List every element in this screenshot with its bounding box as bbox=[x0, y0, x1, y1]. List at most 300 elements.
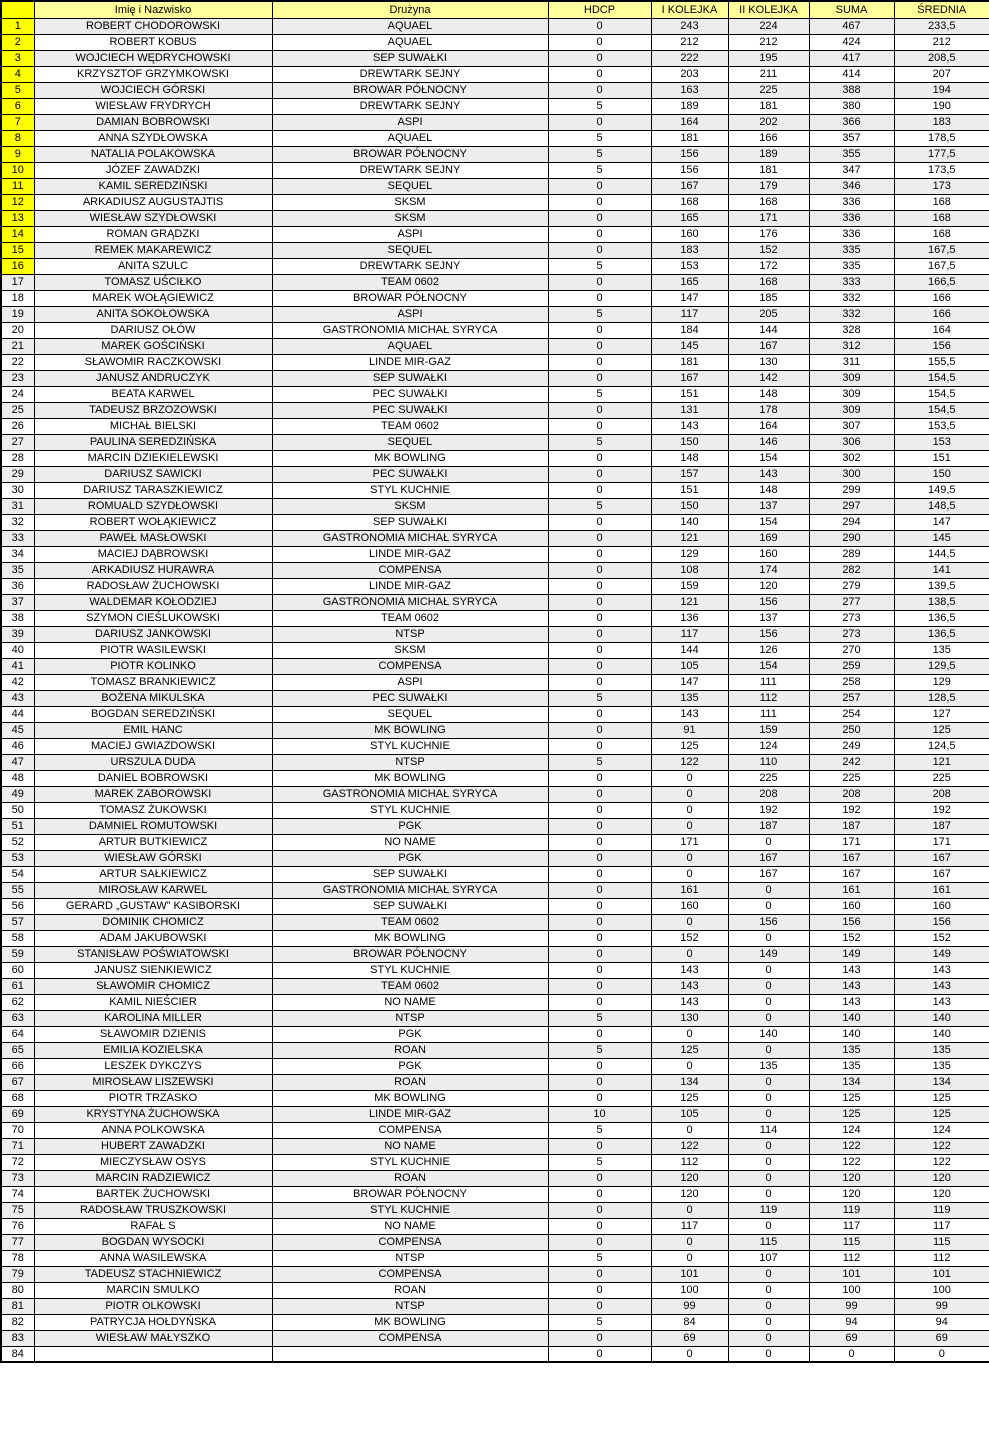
cell-round2[interactable]: 115 bbox=[728, 1234, 809, 1250]
cell-sum[interactable]: 309 bbox=[809, 402, 894, 418]
cell-round1[interactable]: 108 bbox=[651, 562, 728, 578]
cell-team[interactable]: NTSP bbox=[272, 1298, 548, 1314]
cell-round2[interactable]: 169 bbox=[728, 530, 809, 546]
cell-team[interactable]: ROAN bbox=[272, 1282, 548, 1298]
cell-round1[interactable]: 101 bbox=[651, 1266, 728, 1282]
cell-team[interactable]: ASPI bbox=[272, 114, 548, 130]
cell-rank[interactable]: 12 bbox=[1, 194, 34, 210]
cell-team[interactable]: NO NAME bbox=[272, 1138, 548, 1154]
cell-round1[interactable]: 164 bbox=[651, 114, 728, 130]
cell-rank[interactable]: 80 bbox=[1, 1282, 34, 1298]
cell-team[interactable]: STYL KUCHNIE bbox=[272, 482, 548, 498]
cell-avg[interactable]: 166 bbox=[894, 290, 989, 306]
cell-round2[interactable]: 140 bbox=[728, 1026, 809, 1042]
cell-rank[interactable]: 13 bbox=[1, 210, 34, 226]
cell-team[interactable]: SEP SUWAŁKI bbox=[272, 50, 548, 66]
cell-team[interactable]: SKSM bbox=[272, 194, 548, 210]
cell-sum[interactable]: 270 bbox=[809, 642, 894, 658]
cell-hdcp[interactable]: 0 bbox=[548, 978, 651, 994]
cell-rank[interactable]: 74 bbox=[1, 1186, 34, 1202]
cell-round1[interactable]: 100 bbox=[651, 1282, 728, 1298]
cell-round2[interactable]: 0 bbox=[728, 898, 809, 914]
cell-round2[interactable]: 0 bbox=[728, 962, 809, 978]
cell-rank[interactable]: 34 bbox=[1, 546, 34, 562]
cell-team[interactable]: SEQUEL bbox=[272, 706, 548, 722]
cell-name[interactable]: PIOTR WASILEWSKI bbox=[34, 642, 272, 658]
cell-team[interactable]: ROAN bbox=[272, 1074, 548, 1090]
cell-sum[interactable]: 414 bbox=[809, 66, 894, 82]
cell-rank[interactable]: 44 bbox=[1, 706, 34, 722]
cell-team[interactable]: LINDE MIR-GAZ bbox=[272, 1106, 548, 1122]
cell-round1[interactable]: 243 bbox=[651, 18, 728, 34]
cell-avg[interactable]: 117 bbox=[894, 1218, 989, 1234]
cell-round1[interactable]: 143 bbox=[651, 418, 728, 434]
cell-round1[interactable]: 171 bbox=[651, 834, 728, 850]
cell-rank[interactable]: 73 bbox=[1, 1170, 34, 1186]
cell-sum[interactable]: 273 bbox=[809, 610, 894, 626]
cell-team[interactable]: NTSP bbox=[272, 1010, 548, 1026]
cell-hdcp[interactable]: 0 bbox=[548, 114, 651, 130]
cell-round2[interactable]: 154 bbox=[728, 450, 809, 466]
cell-sum[interactable]: 250 bbox=[809, 722, 894, 738]
cell-name[interactable]: MIROSŁAW LISZEWSKI bbox=[34, 1074, 272, 1090]
cell-sum[interactable]: 135 bbox=[809, 1042, 894, 1058]
col-header-round1[interactable]: I KOLEJKA bbox=[651, 1, 728, 18]
cell-sum[interactable]: 388 bbox=[809, 82, 894, 98]
cell-round2[interactable]: 0 bbox=[728, 930, 809, 946]
cell-avg[interactable]: 154,5 bbox=[894, 386, 989, 402]
cell-sum[interactable]: 112 bbox=[809, 1250, 894, 1266]
cell-hdcp[interactable]: 0 bbox=[548, 466, 651, 482]
cell-team[interactable]: AQUAEL bbox=[272, 18, 548, 34]
cell-sum[interactable]: 297 bbox=[809, 498, 894, 514]
cell-round1[interactable]: 143 bbox=[651, 994, 728, 1010]
cell-sum[interactable]: 336 bbox=[809, 194, 894, 210]
cell-team[interactable]: ASPI bbox=[272, 226, 548, 242]
cell-sum[interactable]: 242 bbox=[809, 754, 894, 770]
cell-hdcp[interactable]: 0 bbox=[548, 578, 651, 594]
cell-team[interactable]: AQUAEL bbox=[272, 34, 548, 50]
cell-name[interactable]: KAROLINA MILLER bbox=[34, 1010, 272, 1026]
cell-team[interactable]: GASTRONOMIA MICHAŁ SYRYCA bbox=[272, 322, 548, 338]
cell-name[interactable]: JANUSZ ANDRUCZYK bbox=[34, 370, 272, 386]
cell-round1[interactable]: 125 bbox=[651, 1042, 728, 1058]
cell-hdcp[interactable]: 0 bbox=[548, 930, 651, 946]
cell-rank[interactable]: 31 bbox=[1, 498, 34, 514]
cell-avg[interactable]: 153 bbox=[894, 434, 989, 450]
cell-avg[interactable]: 140 bbox=[894, 1026, 989, 1042]
cell-sum[interactable]: 332 bbox=[809, 306, 894, 322]
cell-sum[interactable]: 309 bbox=[809, 386, 894, 402]
cell-name[interactable]: DAMNIEL ROMUTOWSKI bbox=[34, 818, 272, 834]
cell-team[interactable]: ASPI bbox=[272, 306, 548, 322]
cell-rank[interactable]: 77 bbox=[1, 1234, 34, 1250]
cell-avg[interactable]: 153,5 bbox=[894, 418, 989, 434]
cell-rank[interactable]: 3 bbox=[1, 50, 34, 66]
cell-round1[interactable]: 184 bbox=[651, 322, 728, 338]
cell-round2[interactable]: 0 bbox=[728, 1154, 809, 1170]
cell-sum[interactable]: 328 bbox=[809, 322, 894, 338]
cell-avg[interactable]: 136,5 bbox=[894, 610, 989, 626]
cell-team[interactable]: SEQUEL bbox=[272, 434, 548, 450]
cell-name[interactable]: ROBERT WOŁĄKIEWICZ bbox=[34, 514, 272, 530]
cell-sum[interactable]: 282 bbox=[809, 562, 894, 578]
cell-sum[interactable]: 336 bbox=[809, 210, 894, 226]
cell-name[interactable]: BOGDAN SEREDZIŃSKI bbox=[34, 706, 272, 722]
cell-round2[interactable]: 148 bbox=[728, 482, 809, 498]
cell-hdcp[interactable]: 0 bbox=[548, 866, 651, 882]
cell-round1[interactable]: 69 bbox=[651, 1330, 728, 1346]
cell-rank[interactable]: 62 bbox=[1, 994, 34, 1010]
cell-name[interactable]: PATRYCJA HOŁDYŃSKA bbox=[34, 1314, 272, 1330]
cell-team[interactable]: NO NAME bbox=[272, 834, 548, 850]
cell-sum[interactable]: 259 bbox=[809, 658, 894, 674]
cell-name[interactable]: RAFAŁ S bbox=[34, 1218, 272, 1234]
cell-round2[interactable]: 224 bbox=[728, 18, 809, 34]
cell-name[interactable]: BARTEK ŻUCHOWSKI bbox=[34, 1186, 272, 1202]
cell-avg[interactable]: 160 bbox=[894, 898, 989, 914]
cell-round1[interactable]: 134 bbox=[651, 1074, 728, 1090]
cell-team[interactable]: SEP SUWAŁKI bbox=[272, 866, 548, 882]
cell-name[interactable]: DARIUSZ JANKOWSKI bbox=[34, 626, 272, 642]
cell-round2[interactable]: 189 bbox=[728, 146, 809, 162]
cell-avg[interactable]: 135 bbox=[894, 642, 989, 658]
cell-rank[interactable]: 7 bbox=[1, 114, 34, 130]
cell-round2[interactable]: 0 bbox=[728, 1090, 809, 1106]
cell-name[interactable]: KAMIL SEREDZIŃSKI bbox=[34, 178, 272, 194]
cell-round1[interactable]: 143 bbox=[651, 706, 728, 722]
cell-round1[interactable]: 156 bbox=[651, 146, 728, 162]
cell-hdcp[interactable]: 0 bbox=[548, 402, 651, 418]
cell-hdcp[interactable]: 0 bbox=[548, 594, 651, 610]
cell-sum[interactable]: 299 bbox=[809, 482, 894, 498]
cell-name[interactable]: LESZEK DYKCZYS bbox=[34, 1058, 272, 1074]
cell-avg[interactable]: 144,5 bbox=[894, 546, 989, 562]
cell-avg[interactable]: 171 bbox=[894, 834, 989, 850]
cell-name[interactable]: TOMASZ UŚCIŁKO bbox=[34, 274, 272, 290]
cell-round1[interactable]: 0 bbox=[651, 866, 728, 882]
cell-round2[interactable]: 156 bbox=[728, 594, 809, 610]
cell-hdcp[interactable]: 5 bbox=[548, 1250, 651, 1266]
cell-sum[interactable]: 332 bbox=[809, 290, 894, 306]
cell-sum[interactable]: 143 bbox=[809, 962, 894, 978]
cell-avg[interactable]: 129,5 bbox=[894, 658, 989, 674]
cell-name[interactable]: TADEUSZ STACHNIEWICZ bbox=[34, 1266, 272, 1282]
cell-hdcp[interactable]: 0 bbox=[548, 1346, 651, 1362]
cell-round2[interactable]: 143 bbox=[728, 466, 809, 482]
cell-team[interactable]: PEC SUWAŁKI bbox=[272, 386, 548, 402]
cell-hdcp[interactable]: 0 bbox=[548, 322, 651, 338]
cell-name[interactable]: MACIEJ DĄBROWSKI bbox=[34, 546, 272, 562]
cell-round1[interactable]: 157 bbox=[651, 466, 728, 482]
cell-avg[interactable]: 149,5 bbox=[894, 482, 989, 498]
col-header-rank[interactable] bbox=[1, 1, 34, 18]
cell-avg[interactable]: 121 bbox=[894, 754, 989, 770]
cell-round2[interactable]: 114 bbox=[728, 1122, 809, 1138]
cell-hdcp[interactable]: 0 bbox=[548, 530, 651, 546]
cell-hdcp[interactable]: 0 bbox=[548, 722, 651, 738]
cell-team[interactable]: PGK bbox=[272, 1058, 548, 1074]
cell-team[interactable]: MK BOWLING bbox=[272, 450, 548, 466]
cell-hdcp[interactable]: 0 bbox=[548, 1186, 651, 1202]
col-header-name[interactable]: Imię i Nazwisko bbox=[34, 1, 272, 18]
cell-round1[interactable]: 148 bbox=[651, 450, 728, 466]
cell-team[interactable]: STYL KUCHNIE bbox=[272, 1202, 548, 1218]
cell-rank[interactable]: 63 bbox=[1, 1010, 34, 1026]
cell-name[interactable]: RADOSŁAW ŻUCHOWSKI bbox=[34, 578, 272, 594]
cell-hdcp[interactable]: 0 bbox=[548, 1074, 651, 1090]
cell-round1[interactable]: 0 bbox=[651, 946, 728, 962]
cell-hdcp[interactable]: 0 bbox=[548, 1266, 651, 1282]
cell-hdcp[interactable]: 5 bbox=[548, 434, 651, 450]
cell-team[interactable]: SEQUEL bbox=[272, 242, 548, 258]
cell-name[interactable]: ANNA POLKOWSKA bbox=[34, 1122, 272, 1138]
cell-name[interactable]: DOMINIK CHOMICZ bbox=[34, 914, 272, 930]
cell-round2[interactable]: 171 bbox=[728, 210, 809, 226]
cell-rank[interactable]: 22 bbox=[1, 354, 34, 370]
cell-name[interactable]: BEATA KARWEL bbox=[34, 386, 272, 402]
cell-hdcp[interactable]: 5 bbox=[548, 130, 651, 146]
cell-name[interactable]: BOŻENA MIKULSKA bbox=[34, 690, 272, 706]
cell-name[interactable]: PAULINA SEREDZIŃSKA bbox=[34, 434, 272, 450]
cell-round2[interactable]: 167 bbox=[728, 866, 809, 882]
cell-round2[interactable]: 160 bbox=[728, 546, 809, 562]
cell-hdcp[interactable]: 0 bbox=[548, 994, 651, 1010]
cell-hdcp[interactable]: 0 bbox=[548, 274, 651, 290]
cell-hdcp[interactable]: 10 bbox=[548, 1106, 651, 1122]
cell-round2[interactable]: 0 bbox=[728, 1186, 809, 1202]
cell-name[interactable]: MAREK ZABOROWSKI bbox=[34, 786, 272, 802]
cell-name[interactable]: DAMIAN BOBROWSKI bbox=[34, 114, 272, 130]
cell-sum[interactable]: 335 bbox=[809, 258, 894, 274]
cell-rank[interactable]: 53 bbox=[1, 850, 34, 866]
cell-name[interactable]: MARCIN DZIEKIELEWSKI bbox=[34, 450, 272, 466]
cell-round1[interactable]: 189 bbox=[651, 98, 728, 114]
cell-avg[interactable]: 120 bbox=[894, 1186, 989, 1202]
cell-sum[interactable]: 254 bbox=[809, 706, 894, 722]
cell-round1[interactable]: 212 bbox=[651, 34, 728, 50]
cell-rank[interactable]: 33 bbox=[1, 530, 34, 546]
cell-sum[interactable]: 149 bbox=[809, 946, 894, 962]
cell-team[interactable]: PEC SUWAŁKI bbox=[272, 402, 548, 418]
cell-hdcp[interactable]: 5 bbox=[548, 754, 651, 770]
col-header-hdcp[interactable]: HDCP bbox=[548, 1, 651, 18]
cell-avg[interactable]: 143 bbox=[894, 978, 989, 994]
cell-sum[interactable]: 101 bbox=[809, 1266, 894, 1282]
cell-round2[interactable]: 179 bbox=[728, 178, 809, 194]
cell-rank[interactable]: 27 bbox=[1, 434, 34, 450]
cell-avg[interactable]: 166,5 bbox=[894, 274, 989, 290]
cell-team[interactable]: MK BOWLING bbox=[272, 1314, 548, 1330]
cell-sum[interactable]: 225 bbox=[809, 770, 894, 786]
cell-rank[interactable]: 58 bbox=[1, 930, 34, 946]
cell-hdcp[interactable]: 5 bbox=[548, 690, 651, 706]
cell-round2[interactable]: 167 bbox=[728, 850, 809, 866]
cell-rank[interactable]: 30 bbox=[1, 482, 34, 498]
cell-avg[interactable]: 167 bbox=[894, 866, 989, 882]
cell-name[interactable]: WOJCIECH GÓRSKI bbox=[34, 82, 272, 98]
cell-team[interactable]: TEAM 0602 bbox=[272, 418, 548, 434]
cell-hdcp[interactable]: 0 bbox=[548, 706, 651, 722]
cell-name[interactable]: ROMUALD SZYDŁOWSKI bbox=[34, 498, 272, 514]
cell-round2[interactable]: 178 bbox=[728, 402, 809, 418]
cell-avg[interactable]: 194 bbox=[894, 82, 989, 98]
cell-avg[interactable]: 208 bbox=[894, 786, 989, 802]
cell-avg[interactable]: 152 bbox=[894, 930, 989, 946]
col-header-round2[interactable]: II KOLEJKA bbox=[728, 1, 809, 18]
cell-sum[interactable]: 380 bbox=[809, 98, 894, 114]
cell-hdcp[interactable]: 5 bbox=[548, 98, 651, 114]
cell-round2[interactable]: 156 bbox=[728, 914, 809, 930]
cell-team[interactable]: COMPENSA bbox=[272, 1122, 548, 1138]
cell-rank[interactable]: 26 bbox=[1, 418, 34, 434]
cell-round2[interactable]: 208 bbox=[728, 786, 809, 802]
cell-team[interactable]: ROAN bbox=[272, 1042, 548, 1058]
cell-hdcp[interactable]: 0 bbox=[548, 370, 651, 386]
cell-round2[interactable]: 164 bbox=[728, 418, 809, 434]
cell-round1[interactable]: 117 bbox=[651, 306, 728, 322]
cell-avg[interactable]: 141 bbox=[894, 562, 989, 578]
cell-hdcp[interactable]: 0 bbox=[548, 1202, 651, 1218]
cell-avg[interactable]: 127 bbox=[894, 706, 989, 722]
cell-team[interactable]: SEP SUWAŁKI bbox=[272, 898, 548, 914]
cell-name[interactable]: WIESŁAW FRYDRYCH bbox=[34, 98, 272, 114]
cell-hdcp[interactable]: 0 bbox=[548, 1170, 651, 1186]
cell-team[interactable]: GASTRONOMIA MICHAŁ SYRYCA bbox=[272, 786, 548, 802]
cell-round2[interactable]: 212 bbox=[728, 34, 809, 50]
cell-hdcp[interactable]: 0 bbox=[548, 562, 651, 578]
cell-hdcp[interactable]: 0 bbox=[548, 1138, 651, 1154]
cell-rank[interactable]: 60 bbox=[1, 962, 34, 978]
cell-rank[interactable]: 21 bbox=[1, 338, 34, 354]
cell-rank[interactable]: 39 bbox=[1, 626, 34, 642]
cell-rank[interactable]: 40 bbox=[1, 642, 34, 658]
cell-round1[interactable]: 125 bbox=[651, 1090, 728, 1106]
cell-name[interactable]: WIESŁAW SZYDŁOWSKI bbox=[34, 210, 272, 226]
cell-round1[interactable]: 150 bbox=[651, 498, 728, 514]
cell-rank[interactable]: 83 bbox=[1, 1330, 34, 1346]
cell-round2[interactable]: 159 bbox=[728, 722, 809, 738]
cell-round1[interactable]: 159 bbox=[651, 578, 728, 594]
cell-name[interactable]: MARCIN RADZIEWICZ bbox=[34, 1170, 272, 1186]
cell-round1[interactable]: 143 bbox=[651, 978, 728, 994]
cell-round2[interactable]: 0 bbox=[728, 1266, 809, 1282]
cell-sum[interactable]: 311 bbox=[809, 354, 894, 370]
cell-rank[interactable]: 15 bbox=[1, 242, 34, 258]
cell-round2[interactable]: 149 bbox=[728, 946, 809, 962]
cell-round2[interactable]: 225 bbox=[728, 82, 809, 98]
cell-name[interactable]: ROMAN GRĄDZKI bbox=[34, 226, 272, 242]
cell-round2[interactable]: 187 bbox=[728, 818, 809, 834]
cell-team[interactable]: PEC SUWAŁKI bbox=[272, 466, 548, 482]
cell-rank[interactable]: 78 bbox=[1, 1250, 34, 1266]
cell-avg[interactable]: 212 bbox=[894, 34, 989, 50]
cell-avg[interactable]: 155,5 bbox=[894, 354, 989, 370]
cell-team[interactable]: TEAM 0602 bbox=[272, 914, 548, 930]
cell-rank[interactable]: 1 bbox=[1, 18, 34, 34]
cell-name[interactable]: ROBERT CHODOROWSKI bbox=[34, 18, 272, 34]
cell-sum[interactable]: 257 bbox=[809, 690, 894, 706]
cell-round2[interactable]: 111 bbox=[728, 674, 809, 690]
cell-team[interactable]: NTSP bbox=[272, 1250, 548, 1266]
cell-round1[interactable]: 129 bbox=[651, 546, 728, 562]
cell-hdcp[interactable]: 5 bbox=[548, 306, 651, 322]
cell-round2[interactable]: 172 bbox=[728, 258, 809, 274]
cell-team[interactable]: SEP SUWAŁKI bbox=[272, 370, 548, 386]
cell-sum[interactable]: 122 bbox=[809, 1154, 894, 1170]
cell-round2[interactable]: 166 bbox=[728, 130, 809, 146]
cell-hdcp[interactable]: 0 bbox=[548, 818, 651, 834]
cell-avg[interactable]: 233,5 bbox=[894, 18, 989, 34]
col-header-average[interactable]: ŚREDNIA bbox=[894, 1, 989, 18]
cell-team[interactable]: COMPENSA bbox=[272, 658, 548, 674]
cell-round2[interactable]: 176 bbox=[728, 226, 809, 242]
cell-round2[interactable]: 0 bbox=[728, 1330, 809, 1346]
cell-hdcp[interactable]: 0 bbox=[548, 514, 651, 530]
cell-avg[interactable]: 183 bbox=[894, 114, 989, 130]
cell-hdcp[interactable]: 0 bbox=[548, 242, 651, 258]
cell-avg[interactable]: 166 bbox=[894, 306, 989, 322]
cell-rank[interactable]: 9 bbox=[1, 146, 34, 162]
cell-round1[interactable]: 0 bbox=[651, 818, 728, 834]
cell-rank[interactable]: 4 bbox=[1, 66, 34, 82]
cell-name[interactable]: ARKADIUSZ AUGUSTAJTIS bbox=[34, 194, 272, 210]
cell-hdcp[interactable]: 0 bbox=[548, 226, 651, 242]
cell-round2[interactable]: 135 bbox=[728, 1058, 809, 1074]
cell-hdcp[interactable]: 0 bbox=[548, 674, 651, 690]
cell-name[interactable]: JÓZEF ZAWADZKI bbox=[34, 162, 272, 178]
cell-name[interactable]: PIOTR OLKOWSKI bbox=[34, 1298, 272, 1314]
cell-rank[interactable]: 84 bbox=[1, 1346, 34, 1362]
cell-sum[interactable]: 99 bbox=[809, 1298, 894, 1314]
cell-team[interactable]: SEP SUWAŁKI bbox=[272, 514, 548, 530]
cell-hdcp[interactable]: 0 bbox=[548, 290, 651, 306]
cell-team[interactable]: BROWAR PÓŁNOCNY bbox=[272, 82, 548, 98]
cell-rank[interactable]: 52 bbox=[1, 834, 34, 850]
cell-hdcp[interactable]: 0 bbox=[548, 642, 651, 658]
cell-sum[interactable]: 346 bbox=[809, 178, 894, 194]
cell-sum[interactable]: 417 bbox=[809, 50, 894, 66]
cell-hdcp[interactable]: 0 bbox=[548, 66, 651, 82]
cell-round1[interactable]: 117 bbox=[651, 626, 728, 642]
cell-sum[interactable]: 119 bbox=[809, 1202, 894, 1218]
cell-sum[interactable]: 161 bbox=[809, 882, 894, 898]
cell-team[interactable]: DREWTARK SEJNY bbox=[272, 258, 548, 274]
cell-sum[interactable]: 117 bbox=[809, 1218, 894, 1234]
cell-round1[interactable]: 0 bbox=[651, 770, 728, 786]
cell-rank[interactable]: 42 bbox=[1, 674, 34, 690]
cell-rank[interactable]: 54 bbox=[1, 866, 34, 882]
cell-team[interactable]: COMPENSA bbox=[272, 1234, 548, 1250]
cell-avg[interactable]: 140 bbox=[894, 1010, 989, 1026]
cell-avg[interactable]: 125 bbox=[894, 1090, 989, 1106]
cell-team[interactable]: LINDE MIR-GAZ bbox=[272, 354, 548, 370]
cell-hdcp[interactable]: 0 bbox=[548, 626, 651, 642]
cell-rank[interactable]: 5 bbox=[1, 82, 34, 98]
cell-round1[interactable]: 150 bbox=[651, 434, 728, 450]
cell-rank[interactable]: 10 bbox=[1, 162, 34, 178]
cell-round1[interactable]: 151 bbox=[651, 482, 728, 498]
cell-team[interactable] bbox=[272, 1346, 548, 1362]
cell-avg[interactable]: 173 bbox=[894, 178, 989, 194]
cell-sum[interactable]: 124 bbox=[809, 1122, 894, 1138]
cell-name[interactable]: PIOTR TRZASKO bbox=[34, 1090, 272, 1106]
cell-hdcp[interactable]: 0 bbox=[548, 658, 651, 674]
cell-sum[interactable]: 100 bbox=[809, 1282, 894, 1298]
cell-name[interactable]: HUBERT ZAWADZKI bbox=[34, 1138, 272, 1154]
cell-rank[interactable]: 68 bbox=[1, 1090, 34, 1106]
cell-name[interactable]: KAMIL NIEŚCIER bbox=[34, 994, 272, 1010]
